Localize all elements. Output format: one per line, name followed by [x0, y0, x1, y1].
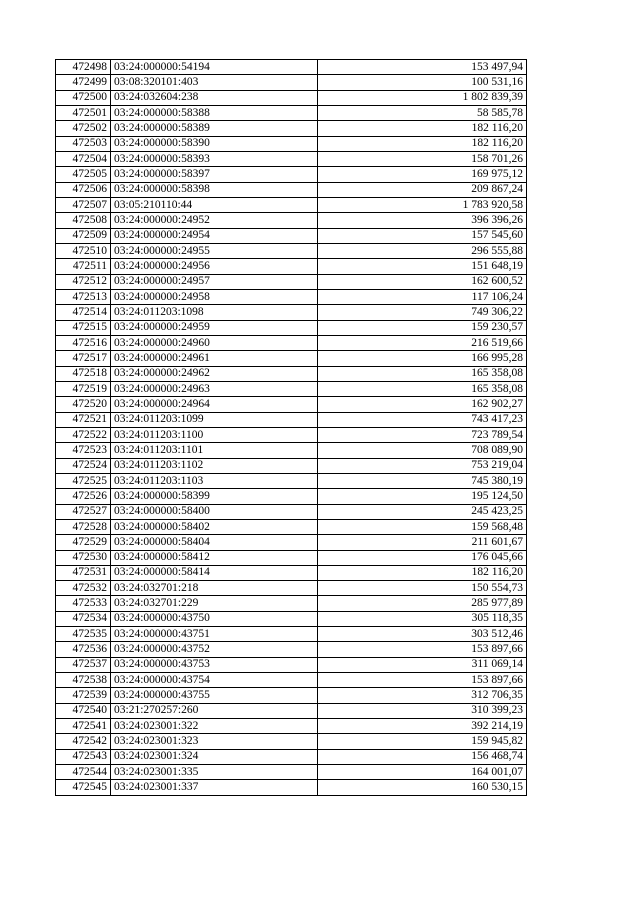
- document-page: [55, 59, 526, 796]
- table-row: [56, 259, 527, 274]
- cadastral-value-cell: 392 214,19: [318, 719, 527, 734]
- table-row: [56, 182, 527, 197]
- cadastral-number-cell: 03:24:000000:24957: [111, 274, 318, 289]
- cadastral-number-cell: 03:24:000000:58404: [111, 535, 318, 550]
- row-number-cell: 472533: [56, 596, 111, 611]
- row-number-cell: 472510: [56, 243, 111, 258]
- row-number-cell: 472543: [56, 749, 111, 764]
- cadastral-value-cell: 745 380,19: [318, 473, 527, 488]
- cadastral-number-cell: 03:24:023001:322: [111, 719, 318, 734]
- cadastral-value-cell: 211 601,67: [318, 535, 527, 550]
- table-row: [56, 335, 527, 350]
- table-row: [56, 673, 527, 688]
- row-number-cell: 472509: [56, 228, 111, 243]
- cadastral-number-cell: 03:24:000000:58412: [111, 550, 318, 565]
- cadastral-number-cell: 03:24:000000:24956: [111, 259, 318, 274]
- table-row: [56, 228, 527, 243]
- table-row: [56, 719, 527, 734]
- cadastral-value-cell: 311 069,14: [318, 657, 527, 672]
- cadastral-number-cell: 03:24:000000:43751: [111, 627, 318, 642]
- cadastral-value-cell: 195 124,50: [318, 489, 527, 504]
- table-row: [56, 535, 527, 550]
- table-body: [56, 60, 527, 796]
- row-number-cell: 472502: [56, 121, 111, 136]
- table-row: [56, 427, 527, 442]
- table-row: [56, 627, 527, 642]
- cadastral-number-cell: 03:08:320101:403: [111, 75, 318, 90]
- cadastral-number-cell: 03:24:032701:229: [111, 596, 318, 611]
- row-number-cell: 472545: [56, 780, 111, 795]
- row-number-cell: 472507: [56, 197, 111, 212]
- table-row: [56, 381, 527, 396]
- table-row: [56, 105, 527, 120]
- table-row: [56, 121, 527, 136]
- row-number-cell: 472525: [56, 473, 111, 488]
- cadastral-number-cell: 03:24:000000:54194: [111, 60, 318, 75]
- row-number-cell: 472518: [56, 366, 111, 381]
- cadastral-value-cell: 182 116,20: [318, 121, 527, 136]
- cadastral-value-cell: 164 001,07: [318, 765, 527, 780]
- cadastral-value-cell: 117 106,24: [318, 289, 527, 304]
- row-number-cell: 472505: [56, 167, 111, 182]
- row-number-cell: 472511: [56, 259, 111, 274]
- cadastral-value-cell: 216 519,66: [318, 335, 527, 350]
- cadastral-value-cell: 176 045,66: [318, 550, 527, 565]
- cadastral-number-cell: 03:24:000000:24961: [111, 351, 318, 366]
- cadastral-value-cell: 749 306,22: [318, 305, 527, 320]
- row-number-cell: 472500: [56, 90, 111, 105]
- cadastral-number-cell: 03:21:270257:260: [111, 703, 318, 718]
- cadastral-value-cell: 162 600,52: [318, 274, 527, 289]
- cadastral-value-cell: 165 358,08: [318, 366, 527, 381]
- cadastral-value-cell: 160 530,15: [318, 780, 527, 795]
- table-row: [56, 596, 527, 611]
- cadastral-value-cell: 159 230,57: [318, 320, 527, 335]
- row-number-cell: 472524: [56, 458, 111, 473]
- cadastral-number-cell: 03:24:000000:24952: [111, 213, 318, 228]
- cadastral-value-cell: 396 396,26: [318, 213, 527, 228]
- cadastral-value-cell: 303 512,46: [318, 627, 527, 642]
- table-row: [56, 780, 527, 795]
- row-number-cell: 472499: [56, 75, 111, 90]
- cadastral-number-cell: 03:24:011203:1099: [111, 412, 318, 427]
- cadastral-value-cell: 1 783 920,58: [318, 197, 527, 212]
- cadastral-value-cell: 151 648,19: [318, 259, 527, 274]
- row-number-cell: 472519: [56, 381, 111, 396]
- cadastral-number-cell: 03:24:000000:43750: [111, 611, 318, 626]
- cadastral-value-cell: 209 867,24: [318, 182, 527, 197]
- row-number-cell: 472536: [56, 642, 111, 657]
- cadastral-value-cell: 723 789,54: [318, 427, 527, 442]
- table-row: [56, 611, 527, 626]
- cadastral-number-cell: 03:24:032701:218: [111, 581, 318, 596]
- cadastral-number-cell: 03:24:011203:1100: [111, 427, 318, 442]
- cadastral-value-cell: 159 568,48: [318, 519, 527, 534]
- cadastral-value-cell: 100 531,16: [318, 75, 527, 90]
- cadastral-value-cell: 166 995,28: [318, 351, 527, 366]
- row-number-cell: 472532: [56, 581, 111, 596]
- row-number-cell: 472535: [56, 627, 111, 642]
- cadastral-number-cell: 03:24:000000:24958: [111, 289, 318, 304]
- row-number-cell: 472540: [56, 703, 111, 718]
- row-number-cell: 472528: [56, 519, 111, 534]
- table-row: [56, 688, 527, 703]
- row-number-cell: 472504: [56, 151, 111, 166]
- cadastral-value-cell: 285 977,89: [318, 596, 527, 611]
- cadastral-value-table: [55, 59, 527, 796]
- table-row: [56, 749, 527, 764]
- row-number-cell: 472534: [56, 611, 111, 626]
- cadastral-number-cell: 03:24:000000:58388: [111, 105, 318, 120]
- row-number-cell: 472514: [56, 305, 111, 320]
- cadastral-number-cell: 03:24:023001:323: [111, 734, 318, 749]
- cadastral-number-cell: 03:05:210110:44: [111, 197, 318, 212]
- cadastral-number-cell: 03:24:000000:58400: [111, 504, 318, 519]
- row-number-cell: 472516: [56, 335, 111, 350]
- cadastral-number-cell: 03:24:023001:324: [111, 749, 318, 764]
- cadastral-number-cell: 03:24:000000:24954: [111, 228, 318, 243]
- row-number-cell: 472541: [56, 719, 111, 734]
- table-row: [56, 489, 527, 504]
- table-row: [56, 397, 527, 412]
- table-row: [56, 443, 527, 458]
- row-number-cell: 472512: [56, 274, 111, 289]
- cadastral-number-cell: 03:24:000000:58414: [111, 565, 318, 580]
- cadastral-number-cell: 03:24:011203:1102: [111, 458, 318, 473]
- cadastral-value-cell: 743 417,23: [318, 412, 527, 427]
- cadastral-number-cell: 03:24:011203:1098: [111, 305, 318, 320]
- table-row: [56, 243, 527, 258]
- cadastral-value-cell: 753 219,04: [318, 458, 527, 473]
- cadastral-number-cell: 03:24:000000:43753: [111, 657, 318, 672]
- row-number-cell: 472520: [56, 397, 111, 412]
- row-number-cell: 472530: [56, 550, 111, 565]
- row-number-cell: 472538: [56, 673, 111, 688]
- cadastral-number-cell: 03:24:011203:1103: [111, 473, 318, 488]
- cadastral-value-cell: 153 897,66: [318, 642, 527, 657]
- table-row: [56, 765, 527, 780]
- table-row: [56, 703, 527, 718]
- table-row: [56, 519, 527, 534]
- cadastral-value-cell: 158 701,26: [318, 151, 527, 166]
- table-row: [56, 642, 527, 657]
- table-row: [56, 458, 527, 473]
- cadastral-number-cell: 03:24:023001:335: [111, 765, 318, 780]
- row-number-cell: 472544: [56, 765, 111, 780]
- table-row: [56, 289, 527, 304]
- row-number-cell: 472522: [56, 427, 111, 442]
- cadastral-value-cell: 162 902,27: [318, 397, 527, 412]
- row-number-cell: 472498: [56, 60, 111, 75]
- row-number-cell: 472537: [56, 657, 111, 672]
- cadastral-number-cell: 03:24:032604:238: [111, 90, 318, 105]
- cadastral-number-cell: 03:24:000000:58389: [111, 121, 318, 136]
- cadastral-number-cell: 03:24:000000:43752: [111, 642, 318, 657]
- row-number-cell: 472529: [56, 535, 111, 550]
- cadastral-value-cell: 312 706,35: [318, 688, 527, 703]
- row-number-cell: 472508: [56, 213, 111, 228]
- row-number-cell: 472526: [56, 489, 111, 504]
- table-row: [56, 504, 527, 519]
- cadastral-number-cell: 03:24:011203:1101: [111, 443, 318, 458]
- cadastral-number-cell: 03:24:023001:337: [111, 780, 318, 795]
- table-row: [56, 274, 527, 289]
- cadastral-number-cell: 03:24:000000:24962: [111, 366, 318, 381]
- cadastral-number-cell: 03:24:000000:58402: [111, 519, 318, 534]
- cadastral-value-cell: 182 116,20: [318, 136, 527, 151]
- cadastral-number-cell: 03:24:000000:43755: [111, 688, 318, 703]
- table-row: [56, 412, 527, 427]
- table-row: [56, 473, 527, 488]
- table-row: [56, 657, 527, 672]
- cadastral-number-cell: 03:24:000000:58393: [111, 151, 318, 166]
- table-row: [56, 75, 527, 90]
- table-row: [56, 136, 527, 151]
- table-row: [56, 734, 527, 749]
- cadastral-value-cell: 153 497,94: [318, 60, 527, 75]
- table-row: [56, 550, 527, 565]
- table-row: [56, 581, 527, 596]
- cadastral-value-cell: 708 089,90: [318, 443, 527, 458]
- cadastral-value-cell: 245 423,25: [318, 504, 527, 519]
- table-row: [56, 197, 527, 212]
- table-row: [56, 151, 527, 166]
- cadastral-value-cell: 156 468,74: [318, 749, 527, 764]
- row-number-cell: 472523: [56, 443, 111, 458]
- cadastral-value-cell: 182 116,20: [318, 565, 527, 580]
- table-row: [56, 565, 527, 580]
- row-number-cell: 472542: [56, 734, 111, 749]
- cadastral-number-cell: 03:24:000000:24955: [111, 243, 318, 258]
- table-row: [56, 167, 527, 182]
- cadastral-value-cell: 159 945,82: [318, 734, 527, 749]
- cadastral-value-cell: 305 118,35: [318, 611, 527, 626]
- cadastral-value-cell: 169 975,12: [318, 167, 527, 182]
- cadastral-value-cell: 1 802 839,39: [318, 90, 527, 105]
- row-number-cell: 472539: [56, 688, 111, 703]
- cadastral-number-cell: 03:24:000000:58399: [111, 489, 318, 504]
- cadastral-value-cell: 150 554,73: [318, 581, 527, 596]
- cadastral-number-cell: 03:24:000000:24964: [111, 397, 318, 412]
- cadastral-value-cell: 310 399,23: [318, 703, 527, 718]
- table-row: [56, 90, 527, 105]
- cadastral-value-cell: 58 585,78: [318, 105, 527, 120]
- cadastral-number-cell: 03:24:000000:58398: [111, 182, 318, 197]
- row-number-cell: 472517: [56, 351, 111, 366]
- row-number-cell: 472503: [56, 136, 111, 151]
- row-number-cell: 472501: [56, 105, 111, 120]
- row-number-cell: 472513: [56, 289, 111, 304]
- cadastral-number-cell: 03:24:000000:58397: [111, 167, 318, 182]
- cadastral-number-cell: 03:24:000000:24959: [111, 320, 318, 335]
- cadastral-value-cell: 153 897,66: [318, 673, 527, 688]
- cadastral-number-cell: 03:24:000000:58390: [111, 136, 318, 151]
- cadastral-value-cell: 296 555,88: [318, 243, 527, 258]
- table-row: [56, 213, 527, 228]
- table-row: [56, 60, 527, 75]
- row-number-cell: 472515: [56, 320, 111, 335]
- row-number-cell: 472521: [56, 412, 111, 427]
- row-number-cell: 472506: [56, 182, 111, 197]
- cadastral-value-cell: 157 545,60: [318, 228, 527, 243]
- table-row: [56, 351, 527, 366]
- table-row: [56, 320, 527, 335]
- cadastral-number-cell: 03:24:000000:43754: [111, 673, 318, 688]
- cadastral-number-cell: 03:24:000000:24960: [111, 335, 318, 350]
- row-number-cell: 472531: [56, 565, 111, 580]
- row-number-cell: 472527: [56, 504, 111, 519]
- cadastral-value-cell: 165 358,08: [318, 381, 527, 396]
- cadastral-number-cell: 03:24:000000:24963: [111, 381, 318, 396]
- table-row: [56, 305, 527, 320]
- table-row: [56, 366, 527, 381]
